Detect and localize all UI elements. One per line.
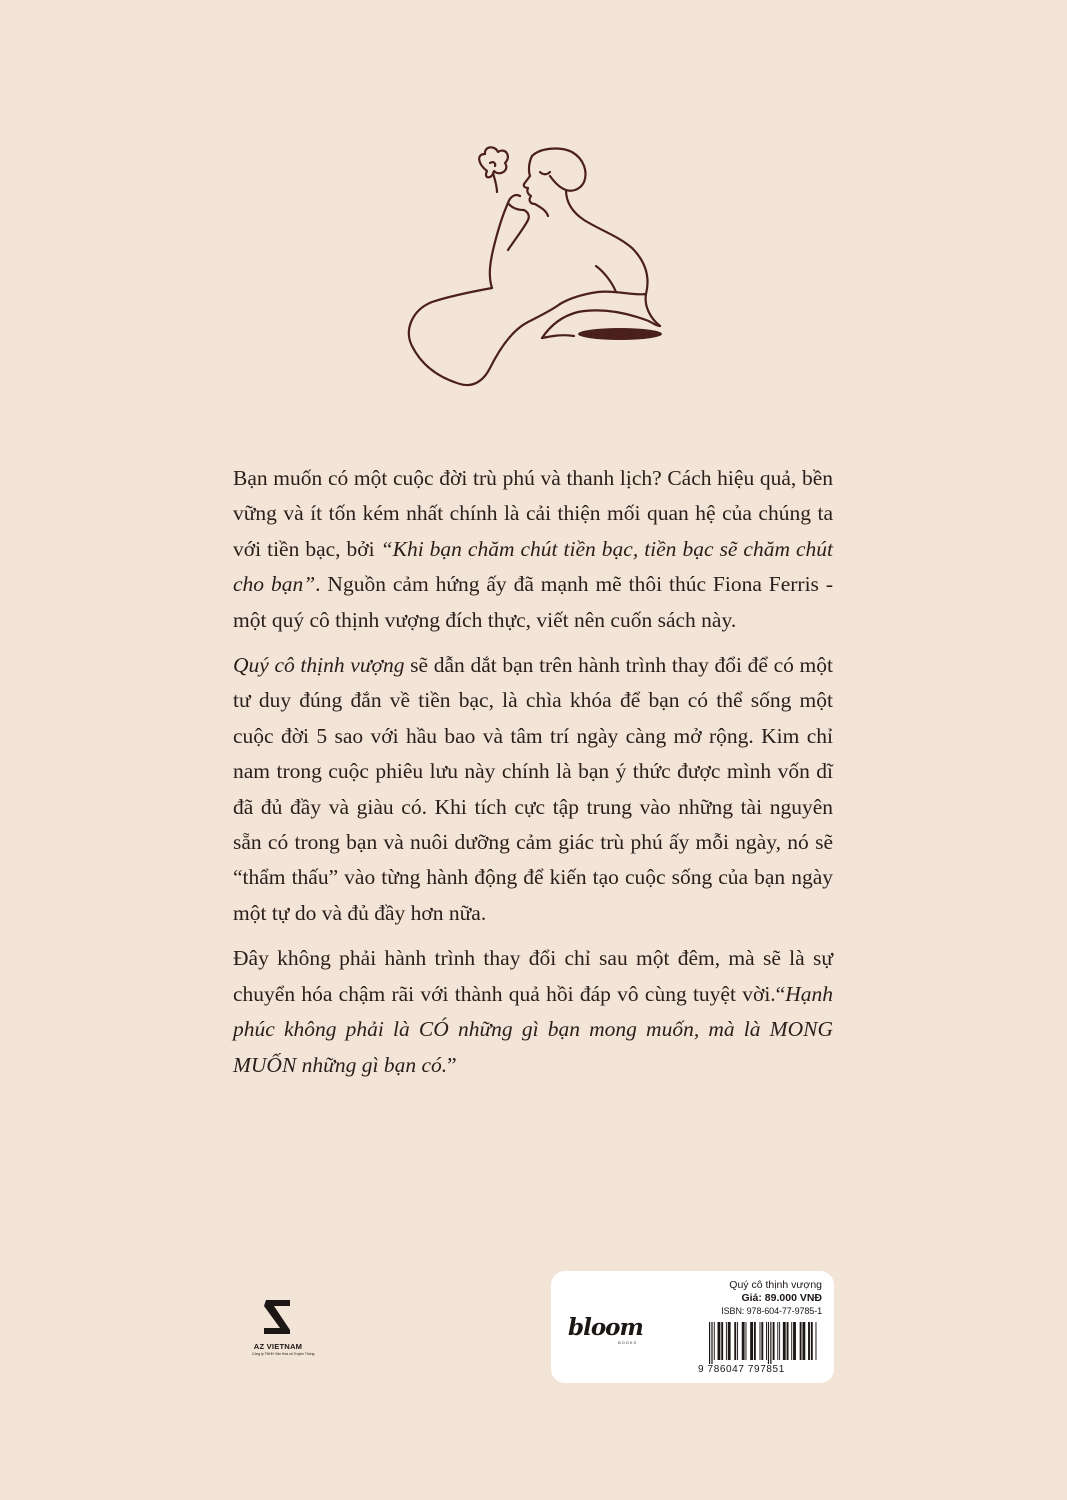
text-run: ” (447, 1052, 457, 1077)
book-info (682, 1279, 822, 1317)
text-run: Bạn muốn có một cuộc đời trù phú và thanh lịch? Cách hiệu quả, bền vững và ít tốn kém nhất chính là cải thiện mối quan hệ của chúng ta với tiền bạc, bởi (233, 466, 833, 561)
book-title: Quý cô thịnh vượng (729, 1279, 822, 1291)
bloom-books-logo (568, 1316, 648, 1346)
book-price: Giá: 89.000 VNĐ (741, 1292, 822, 1304)
publisher-subtitle: Công ty TNHH Văn Hóa và Truyền Thông (252, 1352, 315, 1356)
barcode-digits: 9 786047 797851 (698, 1364, 785, 1375)
book-description (233, 461, 833, 1093)
description-paragraph (233, 461, 833, 638)
italic-text-run: “Khi bạn chăm chút tiền bạc, tiền bạc sẽ chăm chút cho bạn” (233, 536, 833, 597)
barcode-icon (707, 1322, 829, 1364)
publisher-name: AZ VIETNAM (253, 1342, 303, 1351)
table-top-shape (578, 328, 662, 340)
description-paragraph (233, 941, 833, 1083)
description-paragraph (233, 648, 833, 931)
woman-line-art-illustration (0, 0, 1067, 420)
text-run: . Nguồn cảm hứng ấy đã mạnh mẽ thôi thúc Fiona Ferris - một quý cô thịnh vượng đích thực, viết nên cuốn sách này. (233, 572, 833, 632)
bloom-logo-tagline: BOOKS (618, 1340, 638, 1345)
bloom-logo-text: bloom (568, 1314, 643, 1341)
az-logo-icon (260, 1298, 296, 1336)
italic-text-run: Quý cô thịnh vượng (233, 653, 405, 678)
text-run: “ (775, 981, 786, 1006)
publisher-logo (252, 1298, 315, 1356)
text-run: Đây không phải hành trình thay đổi chỉ sau một đêm, mà sẽ là sự chuyển hóa chậm rãi với thành quả hồi đáp vô cùng tuyệt vời. (233, 946, 833, 1006)
text-run: sẽ dẫn dắt bạn trên hành trình thay đổi để có một tư duy đúng đắn về tiền bạc, là chìa khóa để bạn có thể sống một cuộc đời 5 sao với hầu bao và tâm trí ngày càng mở rộng. Kim chỉ nam trong cuộc phiêu lưu này chính là bạn ý thức được mình vốn dĩ đã đủ đầy và giàu có. Khi tích cực tập trung vào những tài nguyên sẵn có trong bạn và nuôi dưỡng cảm giác trù phú ấy mỗi ngày, nó sẽ “thẩm thấu” vào từng hành động để kiến tạo cuộc sống của bạn ngày một tự do và đủ đầy hơn nữa. (233, 653, 834, 925)
italic-text-run: Hạnh phúc không phải là CÓ những gì bạn mong muốn, mà là MONG MUỐN những gì bạn có. (233, 981, 833, 1077)
book-isbn: ISBN: 978-604-77-9785-1 (721, 1306, 822, 1316)
price-label (551, 1271, 834, 1383)
